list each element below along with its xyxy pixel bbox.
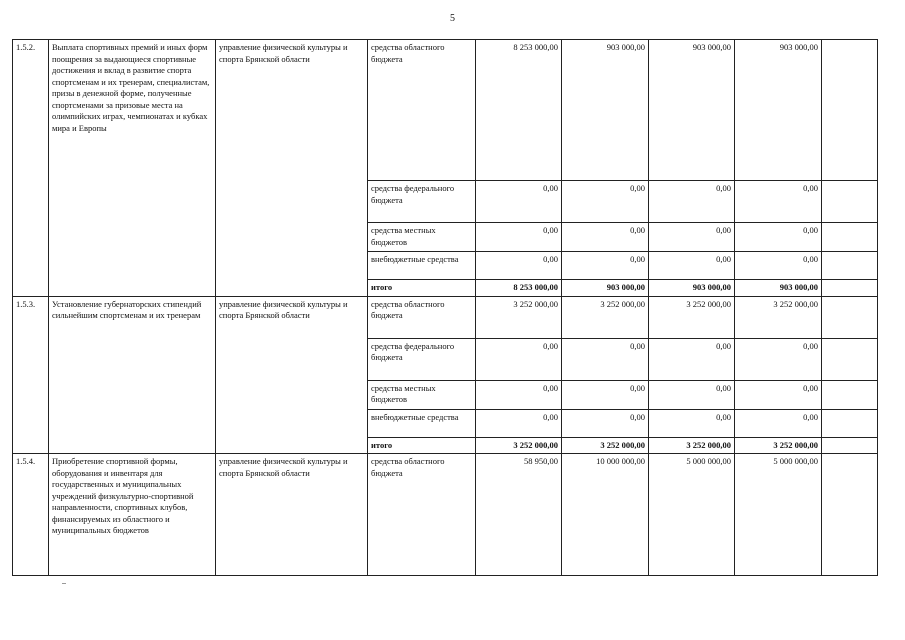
funding-source: средства областного бюджета [368, 40, 476, 181]
page-number: 5 [450, 13, 455, 24]
amount-cell: 10 000 000,00 [562, 454, 649, 576]
item-name: Приобретение спортивной формы, оборудования и инвентаря для государственных и муниципальных учреждений физкультурно-спортивной направленности, спортивных клубов, финансируемых из областного и муниципальных бюджетов [49, 454, 216, 576]
table-row [13, 454, 878, 576]
amount-cell: 0,00 [562, 223, 649, 252]
amount-cell: 3 252 000,00 [476, 296, 562, 338]
empty-cell [822, 252, 878, 280]
amount-cell: 0,00 [649, 338, 735, 380]
amount-cell: 0,00 [562, 252, 649, 280]
item-executor: управление физической культуры и спорта Брянской области [216, 296, 368, 454]
funding-source: внебюджетные средства [368, 252, 476, 280]
amount-cell: 0,00 [562, 380, 649, 409]
amount-cell: 0,00 [735, 380, 822, 409]
funding-source: внебюджетные средства [368, 409, 476, 437]
empty-cell [822, 223, 878, 252]
funding-source: средства федерального бюджета [368, 181, 476, 223]
amount-cell: 903 000,00 [649, 280, 735, 297]
amount-cell: 0,00 [476, 338, 562, 380]
amount-cell: 0,00 [476, 181, 562, 223]
amount-cell: 903 000,00 [649, 40, 735, 181]
amount-cell: 0,00 [649, 409, 735, 437]
item-executor: управление физической культуры и спорта Брянской области [216, 40, 368, 297]
item-name: Выплата спортивных премий и иных форм поощрения за выдающиеся спортивные достижения и вклад в развитие спорта спортсменам и их тренерам, специалистам, призы в денежной форме, полученные спортсменами за призовые места на олимпийских играх, чемпионатах и кубках мира и Европы [49, 40, 216, 297]
item-number: 1.5.4. [13, 454, 49, 576]
amount-cell: 0,00 [735, 223, 822, 252]
amount-cell: 903 000,00 [735, 280, 822, 297]
amount-cell: 903 000,00 [562, 40, 649, 181]
empty-cell [822, 280, 878, 297]
item-name: Установление губернаторских стипендий сильнейшим спортсменам и их тренерам [49, 296, 216, 454]
empty-cell [822, 409, 878, 437]
amount-cell: 0,00 [562, 181, 649, 223]
amount-cell: 5 000 000,00 [649, 454, 735, 576]
amount-cell: 58 950,00 [476, 454, 562, 576]
amount-cell: 0,00 [476, 223, 562, 252]
amount-cell: 0,00 [735, 409, 822, 437]
table-row [13, 40, 878, 181]
amount-cell: 3 252 000,00 [476, 437, 562, 454]
amount-cell: 0,00 [649, 223, 735, 252]
budget-table [12, 39, 878, 576]
amount-cell: 0,00 [649, 181, 735, 223]
amount-cell: 0,00 [735, 252, 822, 280]
empty-cell [822, 454, 878, 576]
funding-source: средства областного бюджета [368, 296, 476, 338]
amount-cell: 8 253 000,00 [476, 280, 562, 297]
empty-cell [822, 296, 878, 338]
funding-source: средства федерального бюджета [368, 338, 476, 380]
item-number: 1.5.3. [13, 296, 49, 454]
funding-source: средства местных бюджетов [368, 223, 476, 252]
empty-cell [822, 437, 878, 454]
amount-cell: 3 252 000,00 [649, 437, 735, 454]
amount-cell: 0,00 [735, 181, 822, 223]
amount-cell: 3 252 000,00 [649, 296, 735, 338]
amount-cell: 903 000,00 [735, 40, 822, 181]
funding-source: итого [368, 437, 476, 454]
item-number: 1.5.2. [13, 40, 49, 297]
funding-source: средства областного бюджета [368, 454, 476, 576]
amount-cell: 0,00 [649, 252, 735, 280]
amount-cell: 8 253 000,00 [476, 40, 562, 181]
scan-mark [62, 583, 66, 584]
amount-cell: 0,00 [735, 338, 822, 380]
empty-cell [822, 181, 878, 223]
amount-cell: 3 252 000,00 [735, 437, 822, 454]
amount-cell: 0,00 [476, 409, 562, 437]
amount-cell: 0,00 [562, 409, 649, 437]
amount-cell: 3 252 000,00 [562, 296, 649, 338]
amount-cell: 3 252 000,00 [735, 296, 822, 338]
funding-source: итого [368, 280, 476, 297]
empty-cell [822, 338, 878, 380]
empty-cell [822, 40, 878, 181]
amount-cell: 903 000,00 [562, 280, 649, 297]
amount-cell: 0,00 [476, 252, 562, 280]
amount-cell: 0,00 [649, 380, 735, 409]
item-executor: управление физической культуры и спорта Брянской области [216, 454, 368, 576]
amount-cell: 0,00 [562, 338, 649, 380]
funding-source: средства местных бюджетов [368, 380, 476, 409]
amount-cell: 0,00 [476, 380, 562, 409]
amount-cell: 5 000 000,00 [735, 454, 822, 576]
empty-cell [822, 380, 878, 409]
table-row [13, 296, 878, 338]
amount-cell: 3 252 000,00 [562, 437, 649, 454]
